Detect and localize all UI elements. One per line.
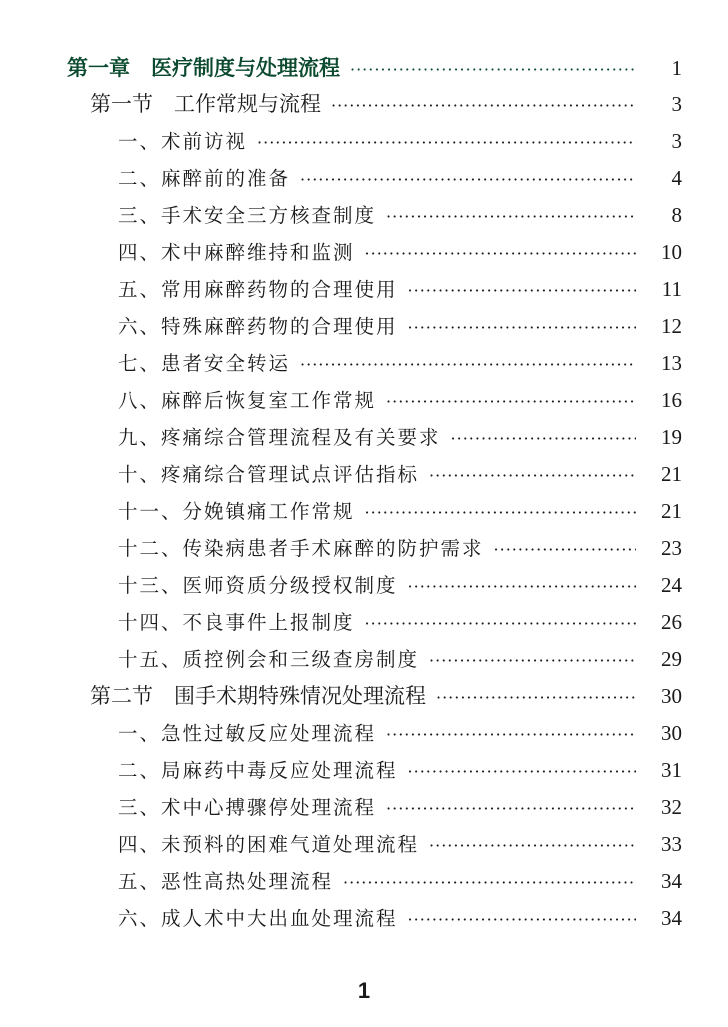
toc-page-number: 8 xyxy=(671,203,682,227)
toc-item-row[interactable] xyxy=(0,345,728,382)
toc-entry-title: 十、疼痛综合管理试点评估指标 xyxy=(118,463,420,486)
toc-page-number: 23 xyxy=(661,536,682,560)
toc-page-number: 24 xyxy=(661,573,682,597)
toc-entry-title: 五、常用麻醉药物的合理使用 xyxy=(118,278,398,301)
toc-page-number: 31 xyxy=(661,758,682,782)
toc-page-number: 4 xyxy=(671,166,682,190)
toc-entry-title: 二、麻醉前的准备 xyxy=(118,167,291,190)
toc-item-row[interactable] xyxy=(0,271,728,308)
dot-leader xyxy=(300,160,636,198)
dot-leader xyxy=(408,900,636,938)
toc-entry-title: 三、术中心搏骤停处理流程 xyxy=(118,796,377,819)
dot-leader xyxy=(429,641,636,679)
toc-item-row[interactable] xyxy=(0,123,728,160)
toc-page-number: 34 xyxy=(661,906,682,930)
toc-page-number: 32 xyxy=(661,795,682,819)
toc-entry-title: 一、急性过敏反应处理流程 xyxy=(118,722,377,745)
toc-item-row[interactable] xyxy=(0,752,728,789)
toc-item-row[interactable] xyxy=(0,863,728,900)
dot-leader xyxy=(408,271,636,309)
toc-item-row[interactable] xyxy=(0,160,728,197)
toc-entry-title: 十四、不良事件上报制度 xyxy=(118,611,355,634)
toc-item-row[interactable] xyxy=(0,382,728,419)
toc-page-number: 16 xyxy=(661,388,682,412)
toc-item-row[interactable] xyxy=(0,456,728,493)
dot-leader xyxy=(365,604,636,642)
toc-page-number: 30 xyxy=(661,721,682,745)
dot-leader xyxy=(408,567,636,605)
dot-leader xyxy=(408,752,636,790)
toc-entry-title: 七、患者安全转运 xyxy=(118,352,291,375)
dot-leader xyxy=(494,530,636,568)
toc-page-number: 21 xyxy=(661,499,682,523)
toc-page-number: 11 xyxy=(661,277,682,301)
toc-section-row[interactable] xyxy=(0,678,728,715)
dot-leader xyxy=(343,863,636,901)
dot-leader xyxy=(451,419,636,457)
toc-page-number: 12 xyxy=(661,314,682,338)
toc-section-row[interactable] xyxy=(0,86,728,123)
dot-leader xyxy=(331,86,636,124)
page-footer-number: 1 xyxy=(357,978,371,1003)
toc-entry-title: 三、手术安全三方核查制度 xyxy=(118,204,377,227)
toc-page-number: 3 xyxy=(671,129,682,153)
toc-item-row[interactable] xyxy=(0,493,728,530)
toc-entry-title: 八、麻醉后恢复室工作常规 xyxy=(118,389,377,412)
dot-leader xyxy=(386,715,636,753)
toc-item-row[interactable] xyxy=(0,715,728,752)
dot-leader xyxy=(365,234,636,272)
toc-entry-title: 六、成人术中大出血处理流程 xyxy=(118,907,398,930)
toc-page-number: 30 xyxy=(661,684,682,708)
toc-entry-title: 六、特殊麻醉药物的合理使用 xyxy=(118,315,398,338)
toc-page-number: 26 xyxy=(661,610,682,634)
toc-entry-title: 四、未预料的困难气道处理流程 xyxy=(118,833,420,856)
toc-item-row[interactable] xyxy=(0,789,728,826)
toc-item-row[interactable] xyxy=(0,530,728,567)
dot-leader xyxy=(429,826,636,864)
toc-page-number: 21 xyxy=(661,462,682,486)
dot-leader xyxy=(408,308,636,346)
toc-entry-title: 十五、质控例会和三级查房制度 xyxy=(118,648,420,671)
dot-leader xyxy=(386,197,636,235)
toc-item-row[interactable] xyxy=(0,567,728,604)
dot-leader xyxy=(350,50,636,88)
toc-item-row[interactable] xyxy=(0,604,728,641)
toc-entry-title: 十一、分娩镇痛工作常规 xyxy=(118,500,355,523)
toc-entry-title: 一、术前访视 xyxy=(118,130,248,153)
toc-entry-title: 第二节 围手术期特殊情况处理流程 xyxy=(90,684,426,708)
toc-entry-title: 第一章 医疗制度与处理流程 xyxy=(67,55,340,80)
toc-entry-title: 二、局麻药中毒反应处理流程 xyxy=(118,759,398,782)
toc-page-number: 10 xyxy=(661,240,682,264)
toc-entry-title: 十三、医师资质分级授权制度 xyxy=(118,574,398,597)
toc-page-number: 13 xyxy=(661,351,682,375)
dot-leader xyxy=(386,789,636,827)
toc-chapter-row[interactable] xyxy=(0,49,728,86)
toc-page-number: 29 xyxy=(661,647,682,671)
toc-item-row[interactable] xyxy=(0,826,728,863)
toc-page-number: 33 xyxy=(661,832,682,856)
dot-leader xyxy=(386,382,636,420)
toc-entry-title: 十二、传染病患者手术麻醉的防护需求 xyxy=(118,537,484,560)
table-of-contents xyxy=(0,49,728,937)
dot-leader xyxy=(429,456,636,494)
toc-item-row[interactable] xyxy=(0,234,728,271)
toc-entry-title: 第一节 工作常规与流程 xyxy=(90,92,321,116)
dot-leader xyxy=(300,345,636,383)
toc-entry-title: 九、疼痛综合管理流程及有关要求 xyxy=(118,426,441,449)
toc-page-number: 34 xyxy=(661,869,682,893)
dot-leader xyxy=(365,493,636,531)
toc-entry-title: 五、恶性高热处理流程 xyxy=(118,870,334,893)
toc-page-number: 19 xyxy=(661,425,682,449)
dot-leader xyxy=(436,678,636,716)
toc-item-row[interactable] xyxy=(0,308,728,345)
dot-leader xyxy=(257,123,636,161)
toc-page-number: 3 xyxy=(671,92,682,116)
toc-item-row[interactable] xyxy=(0,419,728,456)
toc-item-row[interactable] xyxy=(0,900,728,937)
toc-item-row[interactable] xyxy=(0,197,728,234)
toc-item-row[interactable] xyxy=(0,641,728,678)
toc-page-number: 1 xyxy=(671,56,682,80)
toc-entry-title: 四、术中麻醉维持和监测 xyxy=(118,241,355,264)
